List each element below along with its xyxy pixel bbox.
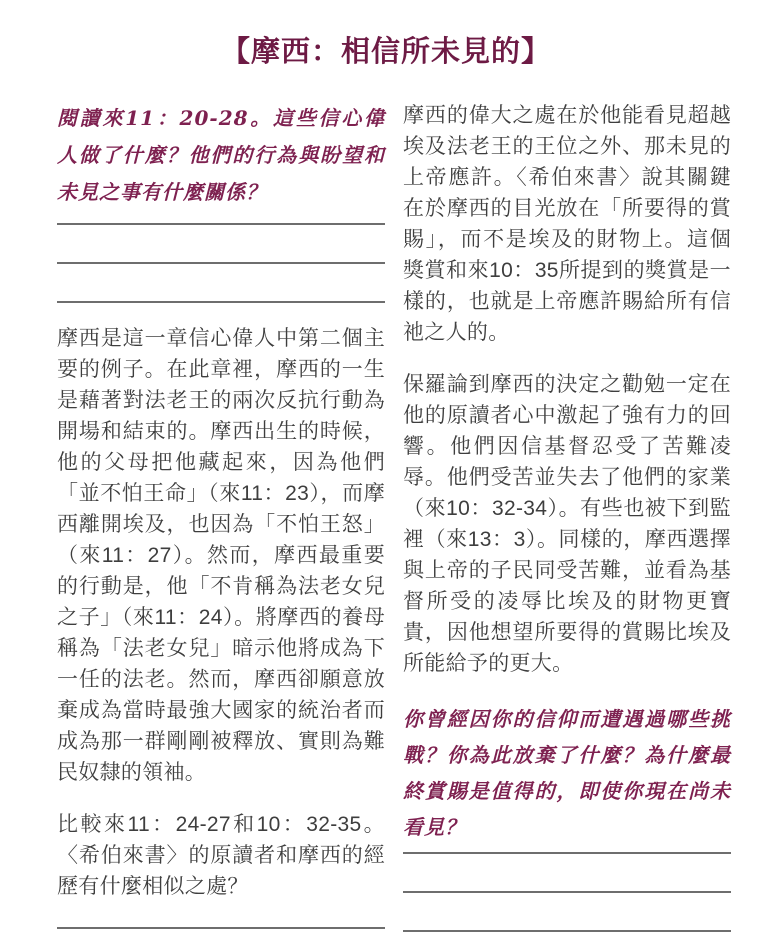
- answer-line: [57, 223, 385, 225]
- body-paragraph-moses-greatness: 摩西的偉大之處在於他能看見超越埃及法老王的王位之外、那未見的上帝應許。〈希伯來書〉說其關鍵在於摩西的目光放在「所要得的賞賜」，而不是埃及的財物上。這個獎賞和來10：35所提到的獎賞是一樣的，也就是上帝應許賜給所有信祂之人的。: [403, 104, 731, 344]
- left-column: [57, 100, 385, 932]
- body-paragraph-moses-intro: 摩西是這一章信心偉人中第二個主要的例子。在此章裡，摩西的一生是藉著對法老王的兩次反抗行動為開場和結束的。摩西出生的時候，他的父母把他藏起來，因為他們「並不怕王命」（來11：23），而摩西離開埃及，也因為「不怕王怒」（來11：27）。然而，摩西最重要的行動是，他「不肯稱為法老女兒之子」（來11：24）。將摩西的養母稱為「法老女兒」暗示他將成為下一任的法老。然而，摩西卻願意放棄成為當時最強大國家的統治者而成為那一群剛剛被釋放、實則為難民奴隸的領袖。: [57, 327, 385, 784]
- answer-line: [403, 891, 731, 893]
- body-paragraph-paul-exhortation: 保羅論到摩西的決定之勸勉一定在他的原讀者心中激起了強有力的回響。他們因信基督忍受了苦難凌辱。他們受苦並失去了他們的家業（來10：32-34）。有些也被下到監裡（來13：3）。同樣的，摩西選擇與上帝的子民同受苦難，並看為基督所受的凌辱比埃及的財物更寶貴，因他想望所要得的賞賜比埃及所能給予的更大。: [403, 373, 731, 675]
- answer-line: [57, 262, 385, 264]
- answer-line: [57, 301, 385, 303]
- page-title: 【摩西：相信所未見的】: [220, 36, 551, 68]
- answer-lines-group: [403, 852, 731, 932]
- answer-lines-group: [57, 223, 385, 303]
- answer-line: [57, 927, 385, 929]
- answer-line: [403, 852, 731, 854]
- two-column-layout: [0, 100, 772, 932]
- reflection-question: 你曾經因你的信仰而遭遇過哪些挑戰？你為此放棄了什麼？為什麼最終賞賜是值得的，即使你現在尚未看見？: [403, 707, 731, 839]
- body-paragraph-comparison-question: 比較來11：24-27和10：32-35。〈希伯來書〉的原讀者和摩西的經歷有什麼相似之處？: [57, 813, 385, 898]
- reading-question: 閱讀來11：20-28。這些信心偉人做了什麼？他們的行為與盼望和未見之事有什麼關係？: [57, 106, 385, 204]
- right-column: [403, 100, 731, 932]
